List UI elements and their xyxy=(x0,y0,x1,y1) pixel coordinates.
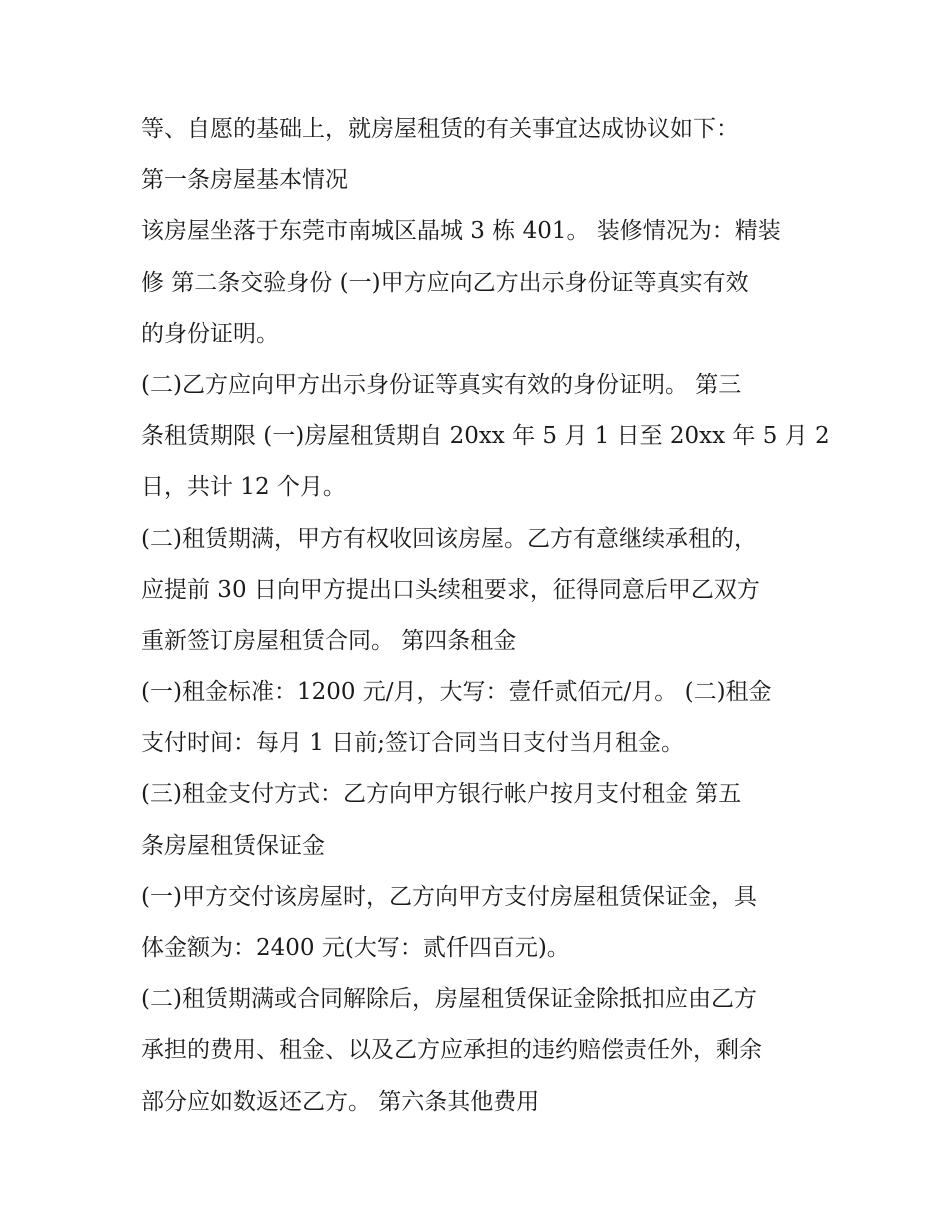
text-line: (三)租金支付方式：乙方向甲方银行帐户按月支付租金 第五 xyxy=(141,781,742,808)
text-line: 体金额为：2400 元(大写：贰仟四百元)。 xyxy=(141,935,570,961)
text-line: 承担的费用、租金、以及乙方应承担的违约赔偿责任外，剩余 xyxy=(141,1037,762,1064)
text-line: 的身份证明。 xyxy=(141,320,279,347)
text-line: 条租赁期限 (一)房屋租赁期自 20xx 年 5 月 1 日至 20xx 年 5 月 2 xyxy=(141,423,830,450)
text-line: (一)甲方交付该房屋时，乙方向甲方支付房屋租赁保证金，具 xyxy=(141,883,757,910)
text-line: 条房屋租赁保证金 xyxy=(141,832,325,859)
text-line: 支付时间：每月 1 日前;签订合同当日支付当月租金。 xyxy=(141,730,685,757)
text-line: 重新签订房屋租赁合同。 第四条租金 xyxy=(141,627,517,654)
section-heading-line: 第一条房屋基本情况 xyxy=(141,167,348,194)
text-line: 该房屋坐落于东莞市南城区晶城 3 栋 401。 装修情况为：精装 xyxy=(141,218,781,245)
text-line: (一)租金标准：1200 元/月，大写：壹仟贰佰元/月。 (二)租金 xyxy=(141,679,772,706)
text-line: (二)租赁期满，甲方有权收回该房屋。乙方有意继续承租的， xyxy=(141,525,757,552)
document-body xyxy=(141,104,831,1128)
text-line: (二)乙方应向甲方出示身份证等真实有效的身份证明。 第三 xyxy=(141,371,742,398)
text-line: 修 第二条交验身份 (一)甲方应向乙方出示身份证等真实有效 xyxy=(141,269,749,296)
text-line: 等、自愿的基础上，就房屋租赁的有关事宜达成协议如下： xyxy=(141,116,739,142)
text-line: 应提前 30 日向甲方提出口头续租要求，征得同意后甲乙双方 xyxy=(141,576,760,603)
text-line: (二)租赁期满或合同解除后，房屋租赁保证金除抵扣应由乙方 xyxy=(141,986,757,1013)
text-line: 部分应如数返还乙方。 第六条其他费用 xyxy=(141,1088,540,1115)
text-line: 日，共计 12 个月。 xyxy=(141,474,346,501)
